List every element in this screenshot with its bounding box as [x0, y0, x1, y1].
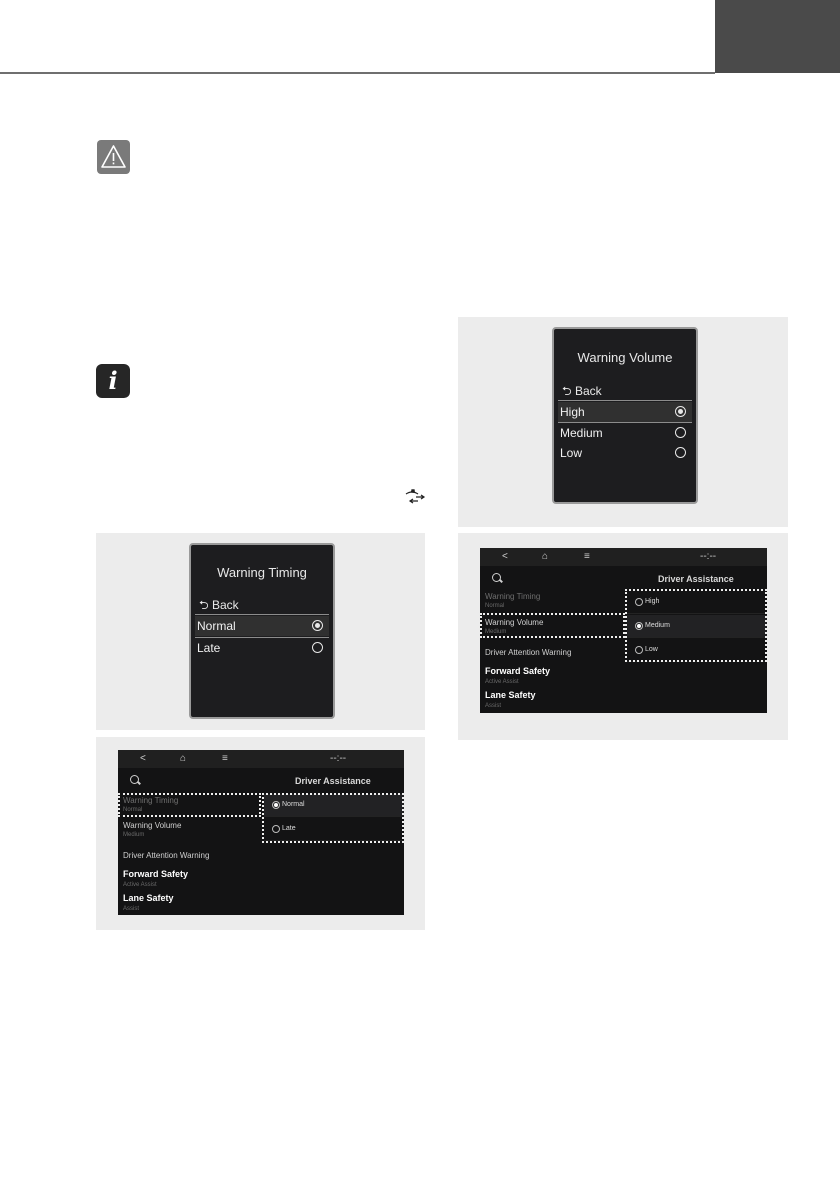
warning-volume-cluster-display [552, 327, 698, 504]
menu-lane-safety[interactable]: Lane Safety [123, 893, 174, 903]
menu-sub: Assist [485, 703, 502, 709]
menu-lane-safety[interactable]: Lane Safety [485, 690, 536, 700]
highlight-menu-item [480, 613, 625, 638]
back-arrow-icon: ⮌ [562, 384, 572, 398]
menu-icon[interactable]: ≡ [222, 753, 228, 764]
option-label: Medium [560, 426, 603, 440]
back-arrow-icon: ⮌ [199, 598, 209, 612]
radio-selected-icon [675, 406, 686, 417]
option-high[interactable] [558, 402, 692, 422]
cluster-title: Warning Timing [217, 565, 307, 580]
volume-cluster-panel [458, 317, 788, 527]
option-label: Normal [197, 619, 236, 633]
back-nav-icon[interactable]: < [502, 551, 508, 562]
driving-assist-control-icon [404, 488, 426, 504]
option-label: High [645, 598, 660, 605]
clock: --:-- [700, 551, 717, 562]
infotainment-screen [118, 750, 404, 915]
menu-sub: Medium [123, 832, 145, 838]
screen-heading: Driver Assistance [295, 776, 371, 786]
volume-screen-panel [458, 533, 788, 740]
menu-sub: Assist [123, 906, 140, 912]
radio-selected-icon [312, 620, 323, 631]
home-icon[interactable]: ⌂ [180, 753, 187, 764]
option-label: Normal [282, 801, 305, 808]
home-icon[interactable]: ⌂ [542, 551, 549, 562]
cluster-title: Warning Volume [577, 350, 673, 365]
option-label: Low [560, 446, 583, 460]
header-rule [0, 72, 715, 74]
radio-unselected-icon [312, 642, 323, 653]
menu-sub: Active Assist [123, 882, 157, 888]
menu-icon[interactable]: ≡ [584, 551, 590, 562]
option-label: Late [282, 825, 296, 832]
menu-sub: Normal [123, 807, 143, 813]
search-icon[interactable] [492, 573, 501, 582]
timing-screen-panel [96, 737, 425, 930]
warning-timing-cluster-display [189, 543, 335, 719]
radio-unselected-icon [675, 427, 686, 438]
option-label: Low [645, 646, 658, 653]
info-icon: i [96, 364, 130, 398]
clock: --:-- [330, 753, 347, 764]
timing-cluster-panel [96, 533, 425, 730]
back-label: Back [574, 384, 602, 398]
menu-warning-timing[interactable]: Warning Timing [485, 592, 541, 601]
option-label: High [560, 405, 585, 419]
menu-sub: Active Assist [485, 679, 519, 685]
highlight-menu-item [118, 793, 261, 817]
option-low[interactable] [558, 443, 692, 463]
infotainment-screen [480, 548, 767, 713]
menu-driver-attention[interactable]: Driver Attention Warning [485, 648, 572, 657]
top-bar [118, 750, 404, 768]
menu-forward-safety[interactable]: Forward Safety [123, 869, 189, 879]
radio-unselected-icon [675, 447, 686, 458]
menu-driver-attention[interactable]: Driver Attention Warning [123, 851, 210, 860]
screen-heading: Driver Assistance [658, 574, 734, 584]
warning-triangle-icon [97, 140, 130, 174]
back-nav-icon[interactable]: < [140, 753, 146, 764]
option-label: Late [197, 641, 221, 655]
option-normal[interactable] [195, 616, 329, 636]
option-late[interactable] [195, 638, 329, 658]
divider [195, 614, 329, 615]
top-bar [480, 548, 767, 566]
menu-sub: Medium [485, 629, 507, 635]
menu-warning-timing[interactable]: Warning Timing [123, 796, 179, 805]
search-icon[interactable] [130, 775, 139, 784]
highlight-options [625, 589, 767, 662]
highlight-options [262, 793, 404, 843]
section-tab [715, 0, 840, 73]
menu-warning-volume[interactable]: Warning Volume [123, 821, 182, 830]
option-medium[interactable] [558, 423, 692, 443]
menu-warning-volume[interactable]: Warning Volume [485, 618, 544, 627]
back-label: Back [211, 598, 239, 612]
menu-forward-safety[interactable]: Forward Safety [485, 666, 551, 676]
divider [558, 400, 692, 401]
option-label: Medium [645, 622, 670, 629]
menu-sub: Normal [485, 603, 505, 609]
